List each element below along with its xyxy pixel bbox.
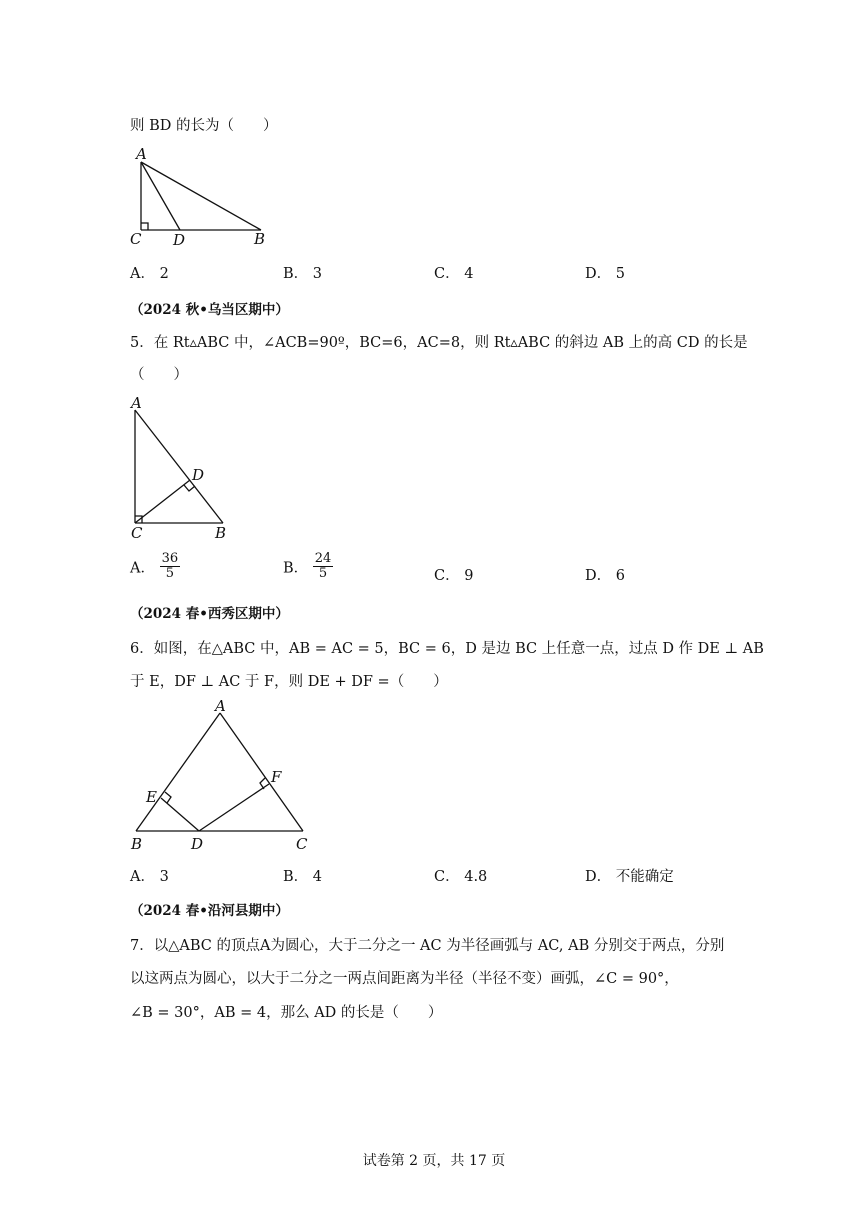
q4-label-a: A — [136, 145, 147, 163]
q4-label-c: C — [130, 230, 142, 248]
q6-label-e: E — [146, 788, 157, 806]
q5-figure — [125, 392, 245, 542]
q5-stem-line2: （ ） — [130, 367, 188, 383]
q5-source: （2024 秋•乌当区期中） — [130, 302, 289, 318]
q5-option-d[interactable]: D． 6 — [585, 568, 625, 584]
q4-stem: 则 BD 的长为（ ） — [130, 118, 278, 134]
q5-label-a: A — [131, 394, 142, 412]
q6-label-f: F — [271, 768, 282, 786]
q5-triangle — [135, 410, 223, 523]
q4-option-b[interactable]: B． 3 — [283, 266, 322, 282]
q4-triangle — [141, 162, 261, 230]
q6-label-d: D — [191, 835, 204, 853]
q6-figure — [125, 695, 325, 860]
q5-option-b-fraction: $\frac{24}{5}$ — [314, 551, 332, 582]
q4-label-b: B — [254, 230, 266, 248]
q4-option-a[interactable]: A． 2 — [130, 266, 169, 282]
page-footer: 试卷第 2 页，共 17 页 — [362, 1153, 506, 1169]
q6-label-a: A — [215, 697, 226, 715]
q6-label-b: B — [131, 835, 143, 853]
q4-option-d[interactable]: D． 5 — [585, 266, 625, 282]
q7-stem-line1: 7．以△ABC 的顶点A为圆心，大于二分之一 AC 为半径画弧与 AC, AB 分别交于两点，分别 — [130, 938, 725, 954]
q5-label-d: D — [192, 466, 205, 484]
q6-option-a[interactable]: A． 3 — [130, 869, 169, 885]
q7-stem-line2: 以这两点为圆心，以大于二分之一两点间距离为半径（半径不变）画弧，∠C = 90°， — [130, 971, 679, 987]
q4-option-c[interactable]: C． 4 — [434, 266, 474, 282]
q6-label-c: C — [296, 835, 308, 853]
q5-stem-line1: 5．在 Rt▵ABC 中，∠ACB=90º，BC=6，AC=8，则 Rt▵ABC 的斜边 AB 上的高 CD 的长是 — [130, 335, 748, 351]
q6-stem-line2: 于 E，DF ⊥ AC 于 F，则 DE + DF =（ ） — [130, 674, 448, 690]
q5-option-b[interactable]: B． $\frac{24}{5}$ — [283, 551, 332, 582]
q6-option-b[interactable]: B． 4 — [283, 869, 322, 885]
q5-label-b: B — [215, 524, 227, 542]
q4-label-d: D — [173, 231, 186, 249]
q5-option-a-fraction: $\frac{36}{5}$ — [161, 551, 179, 582]
q7-source: （2024 春•沿河县期中） — [130, 903, 289, 919]
q6-stem-line1: 6．如图，在△ABC 中，AB = AC = 5，BC = 6，D 是边 BC 上任意一点，过点 D 作 DE ⊥ AB — [130, 641, 764, 657]
q6-source: （2024 春•西秀区期中） — [130, 606, 289, 622]
q4-figure — [125, 142, 285, 252]
q5-label-c: C — [131, 524, 143, 542]
q7-stem-line3: ∠B = 30°，AB = 4，那么 AD 的长是（ ） — [130, 1005, 443, 1021]
q5-option-c[interactable]: C． 9 — [434, 568, 474, 584]
q5-option-a[interactable]: A． $\frac{36}{5}$ — [130, 551, 179, 582]
q6-option-d[interactable]: D． 不能确定 — [585, 869, 674, 885]
q6-option-c[interactable]: C． 4.8 — [434, 869, 488, 885]
